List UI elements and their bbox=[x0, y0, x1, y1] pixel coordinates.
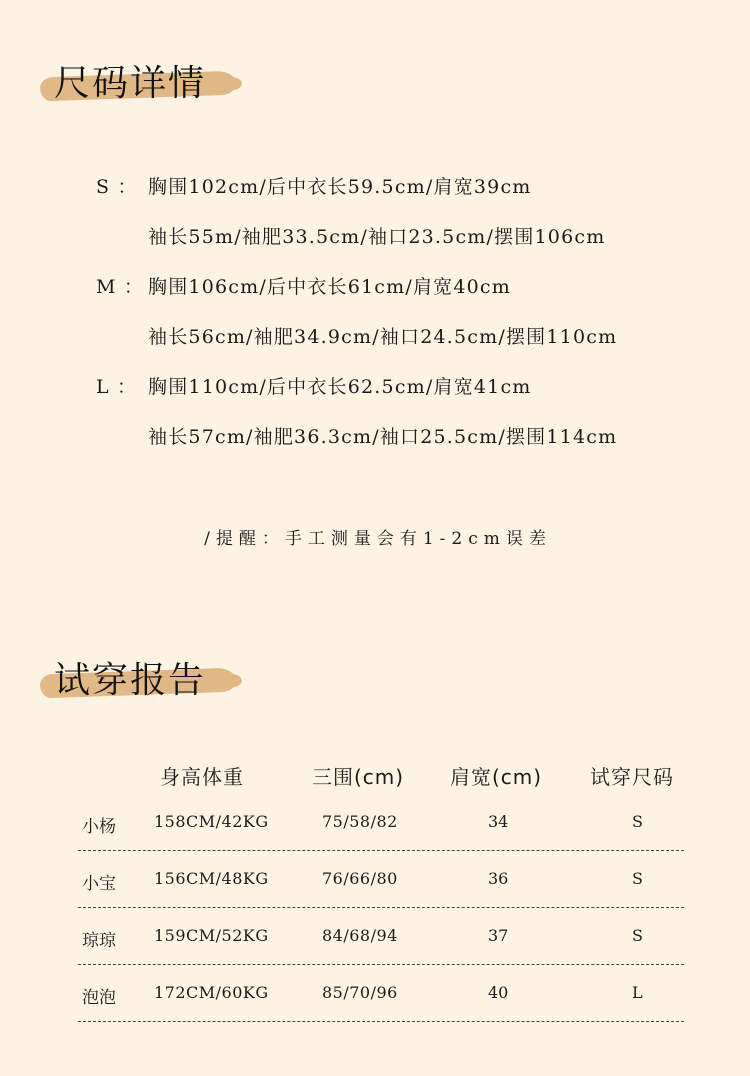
size-row-s bbox=[96, 170, 617, 220]
size-line-2: 袖长57cm/袖肥36.3cm/袖口25.5cm/摆围114cm bbox=[148, 426, 618, 448]
model-name: 泡泡 bbox=[82, 988, 116, 1008]
header-size: 试穿尺码 bbox=[590, 764, 674, 789]
shoulder-width: 37 bbox=[488, 926, 509, 945]
shoulder-width: 34 bbox=[488, 812, 509, 831]
size-details-heading: 尺码详情 bbox=[54, 63, 207, 104]
fitted-size: L bbox=[632, 983, 643, 1002]
size-details-title bbox=[40, 60, 206, 108]
model-name: 小宝 bbox=[82, 874, 116, 894]
model-name: 琼琼 bbox=[82, 931, 116, 951]
table-row bbox=[78, 965, 684, 1022]
size-details-list bbox=[96, 170, 617, 470]
size-row-l-2 bbox=[96, 420, 617, 470]
height-weight: 159CM/52KG bbox=[154, 926, 269, 945]
size-label: L ： bbox=[96, 376, 138, 398]
size-row-m-2 bbox=[96, 320, 617, 370]
size-line-1: 胸围106cm/后中衣长61cm/肩宽40cm bbox=[148, 276, 511, 298]
fitting-report-title bbox=[40, 657, 206, 705]
size-label: M ： bbox=[96, 276, 145, 298]
size-line-2: 袖长55m/袖肥33.5cm/袖口23.5cm/摆围106cm bbox=[148, 226, 606, 248]
size-row-s-2 bbox=[96, 220, 617, 270]
height-weight: 158CM/42KG bbox=[154, 812, 269, 831]
size-line-2: 袖长56cm/袖肥34.9cm/袖口24.5cm/摆围110cm bbox=[148, 326, 618, 348]
measurement-note: /提醒：手工测量会有1-2cm误差 bbox=[204, 529, 552, 549]
measurements: 76/66/80 bbox=[322, 869, 398, 888]
header-shoulder: 肩宽(cm) bbox=[450, 764, 543, 789]
size-row-m bbox=[96, 270, 617, 320]
measurements: 75/58/82 bbox=[322, 812, 398, 831]
shoulder-width: 36 bbox=[488, 869, 509, 888]
size-line-1: 胸围102cm/后中衣长59.5cm/肩宽39cm bbox=[148, 176, 532, 198]
table-header bbox=[78, 756, 684, 794]
size-line-1: 胸围110cm/后中衣长62.5cm/肩宽41cm bbox=[148, 376, 532, 398]
table-row bbox=[78, 908, 684, 965]
table-row bbox=[78, 794, 684, 851]
header-height-weight: 身高体重 bbox=[160, 764, 244, 789]
model-name: 小杨 bbox=[82, 817, 116, 837]
fitting-report-heading: 试穿报告 bbox=[54, 660, 207, 701]
fitting-report-table bbox=[78, 756, 684, 1022]
size-row-l bbox=[96, 370, 617, 420]
shoulder-width: 40 bbox=[488, 983, 509, 1002]
fitted-size: S bbox=[632, 926, 643, 945]
height-weight: 156CM/48KG bbox=[154, 869, 269, 888]
table-row bbox=[78, 851, 684, 908]
height-weight: 172CM/60KG bbox=[154, 983, 269, 1002]
header-measurements: 三围(cm) bbox=[312, 764, 405, 789]
measurements: 85/70/96 bbox=[322, 983, 398, 1002]
size-label: S ： bbox=[96, 176, 138, 198]
fitted-size: S bbox=[632, 812, 643, 831]
fitted-size: S bbox=[632, 869, 643, 888]
measurements: 84/68/94 bbox=[322, 926, 398, 945]
